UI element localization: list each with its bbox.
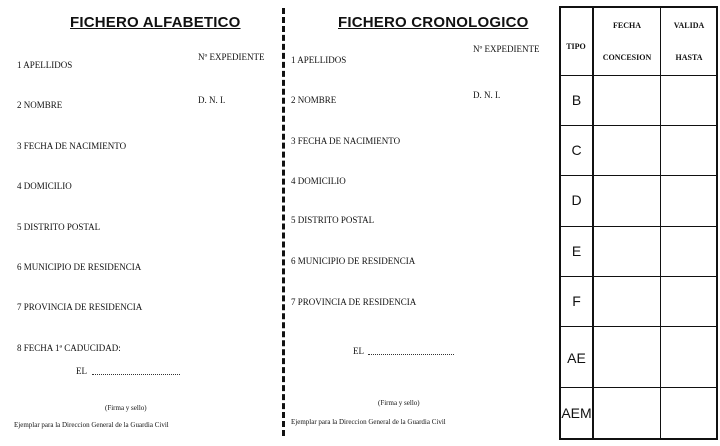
center-el-label: EL <box>353 346 364 356</box>
tipo-row-c: C <box>571 142 582 158</box>
fecha-header-bottom: CONCESION <box>602 53 652 62</box>
left-firma-label: (Firma y sello) <box>105 404 147 412</box>
center-field-distrito-postal: 5 DISTRITO POSTAL <box>291 215 375 225</box>
center-field-apellidos: 1 APELLIDOS <box>291 55 347 65</box>
center-ejemplar-label: Ejemplar para la Direccion General de la Guardia Civil <box>291 418 446 426</box>
left-field-provincia: 7 PROVINCIA DE RESIDENCIA <box>17 302 143 312</box>
left-field-distrito-postal: 5 DISTRITO POSTAL <box>17 222 101 232</box>
tipo-row-d: D <box>571 192 582 208</box>
left-field-domicilio: 4 DOMICILIO <box>17 181 72 191</box>
left-el-dotted-line <box>92 374 180 375</box>
tipo-row-aem: AEM <box>561 405 592 421</box>
left-field-municipio: 6 MUNICIPIO DE RESIDENCIA <box>17 262 142 272</box>
left-el-label: EL <box>76 366 87 376</box>
cut-line <box>282 8 285 436</box>
left-field-nombre: 2 NOMBRE <box>17 100 63 110</box>
center-el-dotted-line <box>368 354 454 355</box>
center-dni-label: D. N. I. <box>473 90 501 100</box>
center-field-nombre: 2 NOMBRE <box>291 95 337 105</box>
fecha-header-top: FECHA <box>613 21 641 30</box>
left-ejemplar-label: Ejemplar para la Direccion General de la Guardia Civil <box>14 421 169 429</box>
row-divider <box>559 125 718 126</box>
center-field-municipio: 6 MUNICIPIO DE RESIDENCIA <box>291 256 416 266</box>
center-title: FICHERO CRONOLOGICO <box>338 14 529 31</box>
fecha-column-divider <box>660 6 661 440</box>
left-title: FICHERO ALFABETICO <box>70 14 241 31</box>
row-divider <box>559 326 718 327</box>
tipo-column-divider <box>592 6 594 440</box>
row-divider <box>559 226 718 227</box>
valida-header-bottom: HASTA <box>675 53 703 62</box>
left-field-apellidos: 1 APELLIDOS <box>17 60 73 70</box>
tipo-row-e: E <box>571 243 582 259</box>
tipo-row-ae: AE <box>567 350 586 366</box>
tipo-table <box>559 6 718 440</box>
center-field-provincia: 7 PROVINCIA DE RESIDENCIA <box>291 297 417 307</box>
row-divider <box>559 387 718 388</box>
tipo-header: TIPO <box>566 42 586 51</box>
center-expediente-label: Nº EXPEDIENTE <box>473 44 540 54</box>
center-field-fecha-nacimiento: 3 FECHA DE NACIMIENTO <box>291 136 401 146</box>
row-divider <box>559 175 718 176</box>
left-field-caducidad: 8 FECHA 1ª CADUCIDAD: <box>17 343 121 353</box>
row-divider <box>559 276 718 277</box>
left-field-fecha-nacimiento: 3 FECHA DE NACIMIENTO <box>17 141 127 151</box>
tipo-row-f: F <box>572 293 581 309</box>
valida-header-top: VALIDA <box>673 21 705 30</box>
left-dni-label: D. N. I. <box>198 95 226 105</box>
left-expediente-label: Nº EXPEDIENTE <box>198 52 265 62</box>
row-divider <box>559 75 718 76</box>
center-field-domicilio: 4 DOMICILIO <box>291 176 346 186</box>
tipo-row-b: B <box>571 92 582 108</box>
center-firma-label: (Firma y sello) <box>378 399 420 407</box>
